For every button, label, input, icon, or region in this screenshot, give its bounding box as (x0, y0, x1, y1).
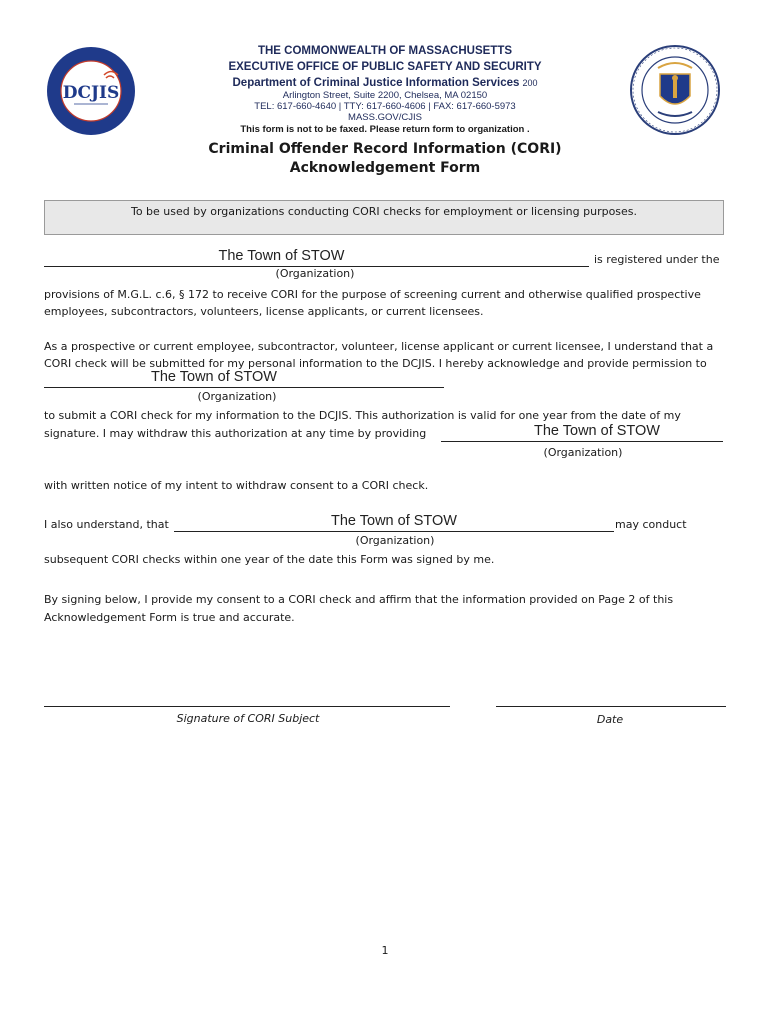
para2-line4: signature. I may withdraw this authorization at any time by providing (44, 427, 427, 440)
organization-caption-1: (Organization) (275, 267, 355, 280)
para3-before: I also understand, that (44, 518, 169, 531)
header-phones: TEL: 617-660-4640 | TTY: 617-660-4606 | FAX: 617-660-5973 (254, 101, 516, 112)
form-title-line2: Acknowledgement Form (289, 160, 481, 176)
page-number: 1 (381, 944, 389, 957)
para3-line2: subsequent CORI checks within one year of the date this Form was signed by me. (44, 553, 495, 566)
organization-caption-4: (Organization) (355, 534, 435, 547)
organization-field-1[interactable] (44, 249, 589, 267)
registered-text: is registered under the (594, 253, 720, 266)
organization-field-3[interactable] (441, 424, 723, 442)
organization-value-4: The Town of STOW (331, 513, 457, 529)
para4-line1: By signing below, I provide my consent to a CORI check and affirm that the information provided on Page 2 of this (44, 593, 674, 606)
header-web: MASS.GOV/CJIS (348, 112, 422, 123)
header-commonwealth: THE COMMONWEALTH OF MASSACHUSETTS (257, 45, 513, 57)
header-department-name: Department of Criminal Justice Information Services (232, 77, 520, 89)
fax-notice: This form is not to be faxed. Please return form to organization . (240, 124, 530, 135)
usage-notice-box: To be used by organizations conducting CORI checks for employment or licensing purposes. (44, 200, 724, 235)
para2-line5: with written notice of my intent to withdraw consent to a CORI check. (44, 479, 429, 492)
dcjis-logo-text: DCJIS (62, 83, 120, 103)
organization-value-3: The Town of STOW (534, 423, 660, 439)
para4-line2: Acknowledgement Form is true and accurate. (44, 611, 295, 624)
organization-value-1: The Town of STOW (218, 248, 345, 264)
header-executive-office: EXECUTIVE OFFICE OF PUBLIC SAFETY AND SECURITY (228, 61, 542, 73)
organization-field-2[interactable] (44, 370, 444, 388)
para2-line3: to submit a CORI check for my information to the DCJIS. This authorization is valid for one year from the date of my (44, 409, 681, 422)
para1-line3: employees, subcontractors, volunteers, license applicants, or current licensees. (44, 305, 484, 318)
organization-caption-2: (Organization) (197, 390, 277, 403)
header-address: Arlington Street, Suite 2200, Chelsea, MA 02150 (282, 90, 488, 101)
form-title (100, 140, 670, 178)
date-label: Date (596, 713, 624, 726)
signature-line[interactable] (44, 690, 450, 707)
date-line[interactable] (496, 690, 726, 707)
para3-after: may conduct (615, 518, 687, 531)
para2-line2: CORI check will be submitted for my personal information to the DCJIS. I hereby acknowledge and provide permission to (44, 357, 707, 370)
header-contact (150, 90, 620, 123)
organization-value-2: The Town of STOW (151, 369, 277, 385)
organization-caption-3: (Organization) (543, 446, 623, 459)
para1-line2: provisions of M.G.L. c.6, § 172 to receive CORI for the purpose of screening current and otherwise qualified prospective (44, 288, 701, 301)
header-department (150, 77, 620, 89)
dcjis-seal-logo (46, 46, 136, 136)
form-title-line1: Criminal Offender Record Information (CORI) (208, 141, 562, 157)
massachusetts-seal-logo (630, 44, 720, 136)
header-department-suffix: 200 (522, 78, 538, 88)
para2-line1: As a prospective or current employee, subcontractor, volunteer, license applicant or current licensee, I understand that a (44, 340, 714, 353)
signature-label: Signature of CORI Subject (176, 712, 320, 725)
organization-field-4[interactable] (174, 514, 614, 532)
